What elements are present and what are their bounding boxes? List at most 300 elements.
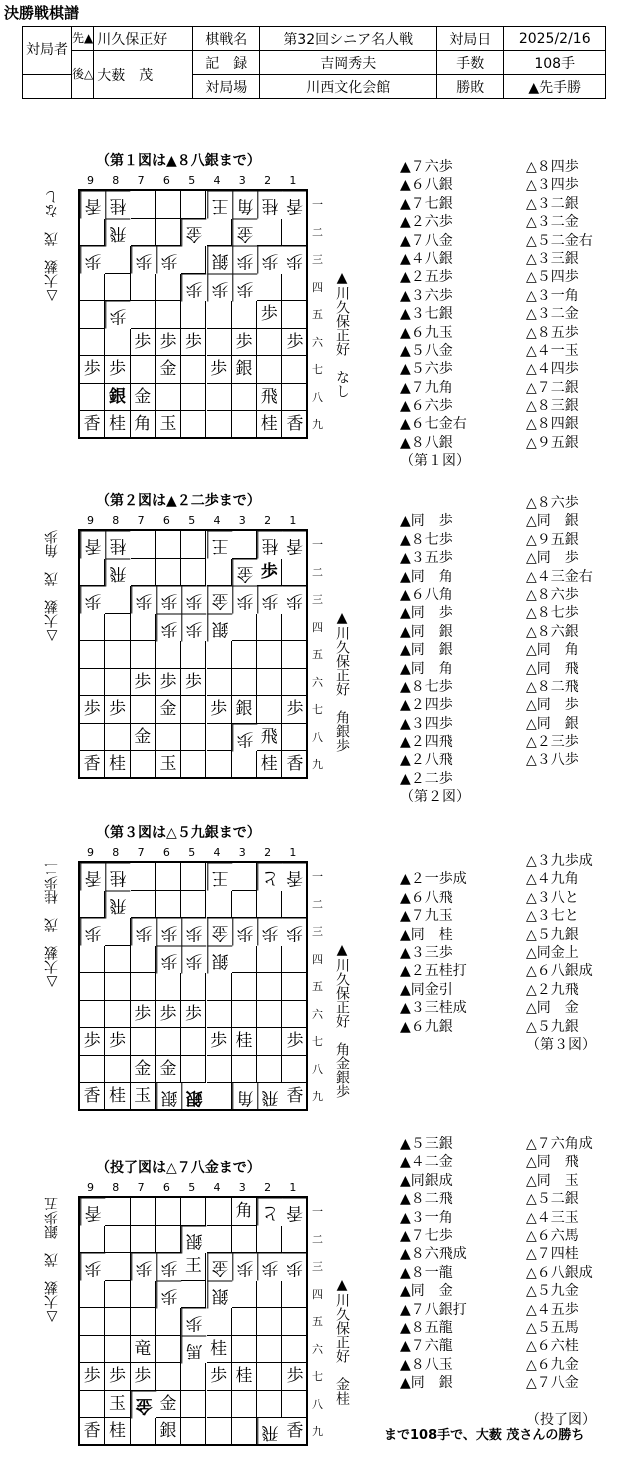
- sente-moves-3: [400, 852, 467, 1036]
- move-entry: ▲２八飛: [400, 752, 453, 769]
- tesu-value: 108手: [504, 51, 606, 75]
- board-square: [156, 384, 181, 412]
- board-square: [257, 1281, 282, 1309]
- move-entry: ▲５三銀: [400, 1136, 453, 1152]
- move-entry: ▲同 歩: [400, 605, 453, 622]
- file-label: 9: [87, 514, 94, 527]
- board-square: [257, 946, 282, 974]
- file-label: 4: [213, 514, 221, 527]
- board-square: [105, 1336, 130, 1364]
- gote-piece: 銀: [207, 946, 232, 974]
- board-square: [207, 1198, 232, 1226]
- move-entry: △５九銀: [526, 1018, 579, 1035]
- board-square: [207, 559, 232, 587]
- file-label: 5: [188, 514, 196, 527]
- board-square: [105, 973, 130, 1001]
- move-entry: ▲同 桂: [400, 926, 453, 943]
- move-entry: △７四桂: [526, 1246, 579, 1263]
- sente-piece: 歩: [207, 1363, 232, 1391]
- board-square: [181, 863, 206, 891]
- board-square: [232, 301, 257, 329]
- gote-piece: 金: [207, 586, 232, 614]
- sente-piece: 歩: [105, 1363, 130, 1391]
- gote-piece: 桂: [105, 863, 130, 891]
- gote-hand: △大薮 茂 なし: [44, 190, 60, 304]
- gote-piece: 香: [282, 531, 307, 559]
- board-square: [257, 219, 282, 247]
- board-square: [105, 641, 130, 669]
- board-square: [80, 559, 105, 587]
- gote-piece: 香: [282, 191, 307, 219]
- sente-piece: 銀: [232, 356, 257, 384]
- gote-piece: 金: [181, 219, 206, 247]
- sente-piece: 香: [286, 754, 304, 774]
- board-square: [156, 1028, 181, 1056]
- final-result: まで108手で、大薮 茂さんの勝ち: [384, 1428, 585, 1443]
- move-entry: △同 歩: [526, 697, 579, 714]
- file-label: 3: [238, 174, 246, 187]
- board-square: [232, 641, 257, 669]
- board-square: [181, 1028, 206, 1056]
- gote-piece: 香: [80, 531, 105, 559]
- gote-piece: 歩: [282, 586, 307, 614]
- gote-piece: 桂: [105, 191, 130, 219]
- rank-label: 八: [312, 730, 323, 744]
- board-square: [232, 411, 257, 439]
- gote-piece: 馬: [181, 1336, 206, 1364]
- sente-piece: 桂: [105, 751, 130, 779]
- gote-piece: 桂: [105, 531, 130, 559]
- gote-piece: 歩: [131, 586, 156, 614]
- file-label: 7: [137, 846, 145, 859]
- rank-label: 一: [312, 198, 323, 211]
- rank-label: 九: [312, 1090, 323, 1103]
- gote-hand: △大薮 茂 角歩: [44, 530, 60, 644]
- move-entry: ▲７八金: [400, 232, 453, 249]
- file-label: 8: [112, 846, 120, 859]
- board-square: [105, 1001, 130, 1029]
- board-square: [181, 411, 206, 439]
- move-entry: △７六角成: [526, 1136, 593, 1152]
- gote-moves-2: [526, 494, 593, 770]
- taikyokusha-label: 対局者: [23, 27, 72, 75]
- sente-piece: 角: [131, 411, 156, 439]
- board-square: [232, 1226, 257, 1254]
- board-square: [207, 1308, 232, 1336]
- shohai-label: 勝敗: [437, 75, 504, 99]
- move-entry: [400, 852, 467, 870]
- file-label: 2: [264, 174, 272, 187]
- sente-piece: 香: [286, 1421, 304, 1441]
- board-square: [156, 301, 181, 329]
- move-entry: △７八金: [526, 1375, 579, 1392]
- move-entry: ▲２五歩: [400, 269, 453, 286]
- board-square: [131, 1418, 156, 1446]
- board-square: [105, 246, 130, 274]
- gote-piece: 香: [282, 1198, 307, 1226]
- board-square: [257, 641, 282, 669]
- board-square: [156, 1336, 181, 1364]
- board-square: [257, 1336, 282, 1364]
- rank-label: 四: [312, 280, 323, 294]
- board-square: [80, 1226, 105, 1254]
- board-square: [131, 301, 156, 329]
- board-square: [181, 301, 206, 329]
- board-square: [282, 891, 307, 919]
- gote-moves-3: [526, 852, 596, 1054]
- sente-piece: 金: [131, 384, 156, 412]
- gote-piece: 歩: [282, 918, 307, 946]
- board-square: [232, 531, 257, 559]
- sente-moves-4: [400, 1135, 467, 1392]
- rank-label: 六: [312, 1342, 323, 1356]
- move-entry: △３二銀: [526, 195, 579, 212]
- gote-piece: 飛: [105, 559, 130, 587]
- board-square: [131, 1281, 156, 1309]
- sente-piece: 玉: [156, 411, 181, 439]
- basho-value: 川西文化会館: [260, 75, 437, 99]
- file-label: 1: [289, 846, 297, 859]
- board-square: [257, 669, 282, 697]
- board-square: [156, 863, 181, 891]
- board-square: [131, 863, 156, 891]
- board-square: [207, 219, 232, 247]
- shogi-board: [78, 529, 308, 779]
- gote-piece: 角: [232, 1083, 257, 1111]
- move-entry: △３四歩: [526, 177, 579, 194]
- move-entry: ▲８六飛成: [400, 1246, 467, 1263]
- gote-piece: 歩: [156, 946, 181, 974]
- board-square: [207, 891, 232, 919]
- gote-piece: 歩: [181, 946, 206, 974]
- gote-hand: △大薮 茂 桂歩二: [44, 862, 60, 990]
- board-square: [181, 531, 206, 559]
- sente-piece: 香: [80, 411, 105, 439]
- gote-piece: 金: [207, 918, 232, 946]
- board-square: [207, 1056, 232, 1084]
- board-square: [181, 641, 206, 669]
- board-square: [80, 973, 105, 1001]
- board-square: [207, 329, 232, 357]
- move-entry: △３七と: [526, 908, 579, 925]
- file-label: 2: [264, 514, 272, 527]
- board-square: [156, 1226, 181, 1254]
- rank-label: 一: [312, 538, 323, 551]
- sente-piece: 歩: [257, 559, 282, 587]
- board-square: [80, 301, 105, 329]
- move-entry: △同 飛: [526, 1154, 579, 1171]
- sente-piece: 銀: [232, 696, 257, 724]
- board-square: [80, 329, 105, 357]
- board-square: [105, 946, 130, 974]
- board-square: [80, 891, 105, 919]
- board-square: [282, 356, 307, 384]
- file-label: 1: [289, 174, 297, 187]
- move-entry: △３八歩: [526, 752, 579, 769]
- rank-label: 七: [312, 1035, 323, 1048]
- rank-label: 三: [312, 925, 323, 938]
- board-square: [232, 1391, 257, 1419]
- board-square: [207, 641, 232, 669]
- move-entry: △２三歩: [526, 734, 579, 751]
- rank-label: 一: [312, 870, 323, 883]
- gote-piece: 金: [232, 559, 257, 587]
- board-square: [282, 1391, 307, 1419]
- shogi-diagram-1: [40, 148, 400, 448]
- move-entry: △９五銀: [526, 531, 579, 548]
- move-entry: ▲３四歩: [400, 715, 453, 732]
- board-square: [282, 274, 307, 302]
- board-square: [105, 918, 130, 946]
- diagram-title: （投了図は△７八金まで）: [96, 1160, 261, 1176]
- sente-piece: 歩: [80, 1028, 105, 1056]
- gote-piece: 桂: [257, 191, 282, 219]
- gote-piece: 歩: [156, 586, 181, 614]
- file-label: 5: [188, 846, 196, 859]
- sente-piece: 角: [232, 1198, 257, 1226]
- rank-label: 五: [312, 1315, 323, 1328]
- move-entry: △５五馬: [526, 1319, 579, 1336]
- board-square: [257, 1028, 282, 1056]
- rank-label: 三: [312, 1260, 323, 1273]
- board-square: [207, 669, 232, 697]
- board-square: [156, 531, 181, 559]
- file-label: 8: [112, 174, 120, 187]
- move-entry: ▲７六歩: [400, 159, 453, 175]
- file-label: 6: [162, 174, 170, 187]
- file-label: 9: [87, 1181, 94, 1194]
- kisen-value: 第32回シニア名人戦: [260, 27, 437, 51]
- board-square: [80, 1056, 105, 1084]
- move-entry: ▲６九玉: [400, 324, 453, 341]
- gote-piece: 歩: [181, 1308, 206, 1336]
- gote-piece: 歩: [131, 246, 156, 274]
- board-square: [207, 1391, 232, 1419]
- board-square: [207, 301, 232, 329]
- board-square: [156, 1363, 181, 1391]
- sente-piece: 桂: [257, 751, 282, 779]
- gote-piece: 歩: [207, 274, 232, 302]
- move-entry: △４四歩: [526, 361, 579, 378]
- board-square: [181, 1363, 206, 1391]
- board-square: [232, 891, 257, 919]
- board-square: [282, 1308, 307, 1336]
- move-entry: △３一角: [526, 287, 579, 304]
- gote-piece: 歩: [156, 918, 181, 946]
- gote-piece: 桂: [257, 531, 282, 559]
- move-entry: （第１図）: [400, 453, 470, 470]
- date-label: 対局日: [437, 27, 504, 51]
- gote-piece: 飛: [105, 891, 130, 919]
- rank-label: 七: [312, 363, 323, 376]
- file-label: 8: [112, 1181, 120, 1194]
- gote-piece: 飛: [257, 1083, 282, 1111]
- board-square: [257, 614, 282, 642]
- move-entry: ▲８七歩: [400, 531, 453, 548]
- diagram-title: （第１図は▲８八銀まで）: [96, 153, 261, 169]
- sente-piece: 金: [156, 1391, 181, 1419]
- move-entry: △５九銀: [526, 926, 579, 943]
- file-label: 4: [213, 1181, 221, 1194]
- rank-label: 五: [312, 648, 323, 661]
- move-entry: ▲２五桂打: [400, 963, 467, 980]
- move-entry: △８四銀: [526, 416, 579, 433]
- move-entry: ▲７九角: [400, 379, 453, 396]
- rank-label: 三: [312, 593, 323, 606]
- board-square: [80, 1336, 105, 1364]
- sente-piece: 歩: [282, 696, 307, 724]
- gote-piece: 歩: [257, 918, 282, 946]
- sente-piece: 銀: [156, 1418, 181, 1446]
- gote-piece: 歩: [282, 246, 307, 274]
- move-entry: △６八銀成: [526, 963, 593, 980]
- board-square: [80, 1281, 105, 1309]
- sente-piece: 金: [131, 1056, 156, 1084]
- file-labels: [78, 1181, 308, 1195]
- move-entry: △６八銀成: [526, 1264, 593, 1281]
- sente-moves-2: [400, 494, 470, 807]
- file-label: 1: [289, 514, 297, 527]
- move-entry: △３二金: [526, 306, 579, 323]
- sente-piece: 歩: [131, 1363, 156, 1391]
- gote-piece: 歩: [80, 586, 105, 614]
- rank-label: 二: [312, 1232, 323, 1246]
- gote-piece: 歩: [156, 1281, 181, 1309]
- move-entry: ▲８七歩: [400, 678, 453, 695]
- rank-label: 九: [312, 418, 323, 431]
- board-square: [80, 1391, 105, 1419]
- file-label: 2: [264, 846, 272, 859]
- board-square: [282, 1281, 307, 1309]
- gote-piece: 歩: [156, 246, 181, 274]
- board-square: [156, 191, 181, 219]
- board-square: [156, 641, 181, 669]
- gote-piece: 飛: [257, 1418, 282, 1446]
- file-label: 7: [137, 1181, 145, 1194]
- move-entry: △８二飛: [526, 678, 579, 695]
- board-square: [80, 641, 105, 669]
- sente-piece: 桂: [257, 411, 282, 439]
- board-square: [282, 1001, 307, 1029]
- sente-piece: 桂: [232, 1028, 257, 1056]
- gote-piece: 歩: [282, 1253, 307, 1281]
- board-square: [131, 219, 156, 247]
- sente-piece: 歩: [80, 696, 105, 724]
- sente-piece: 歩: [282, 1028, 307, 1056]
- rank-label: 八: [312, 1397, 323, 1411]
- sente-piece: 桂: [232, 1363, 257, 1391]
- page-title: 決勝戦棋譜: [4, 4, 80, 22]
- board-square: [131, 274, 156, 302]
- sente-piece: 歩: [282, 1363, 307, 1391]
- gote-piece: 歩: [232, 918, 257, 946]
- gote-piece: 香: [80, 1198, 105, 1226]
- board-square: [156, 973, 181, 1001]
- sente-piece: 金: [156, 1056, 181, 1084]
- board-square: [156, 274, 181, 302]
- move-entry: ▲２四飛: [400, 734, 453, 751]
- move-entry: △４三金右: [526, 568, 593, 585]
- sente-piece: 歩: [181, 329, 206, 357]
- move-entry: △３二金: [526, 214, 579, 231]
- board-square: [80, 384, 105, 412]
- move-entry: ▲同金引: [400, 981, 453, 998]
- board-square: [131, 751, 156, 779]
- move-entry: （第２図）: [400, 789, 470, 806]
- move-entry: △８四歩: [526, 159, 579, 175]
- shogi-diagram-4: [40, 1155, 400, 1455]
- move-entry: △同 玉: [526, 1172, 579, 1189]
- sente-hand: ▲川久保正好 角銀歩: [334, 610, 350, 752]
- rank-label: 六: [312, 335, 323, 349]
- move-entry: ▲同 角: [400, 568, 453, 585]
- gote-piece: 王: [207, 191, 232, 219]
- sente-piece: 歩: [232, 329, 257, 357]
- move-entry: △８七歩: [526, 605, 579, 622]
- move-entry: △８三銀: [526, 398, 579, 415]
- file-label: 7: [137, 174, 145, 187]
- move-entry: △同 角: [526, 642, 579, 659]
- move-entry: ▲同銀成: [400, 1172, 453, 1189]
- move-entry: △３八と: [526, 889, 579, 906]
- board-square: [131, 1028, 156, 1056]
- sente-piece: 歩: [105, 696, 130, 724]
- sente-piece: 金: [156, 356, 181, 384]
- file-label: 9: [87, 846, 94, 859]
- board-square: [232, 614, 257, 642]
- board-square: [131, 1198, 156, 1226]
- gote-piece: 銀: [207, 246, 232, 274]
- move-entry: ▲２六歩: [400, 214, 453, 231]
- kiroku-label: 記 録: [193, 51, 260, 75]
- board-square: [282, 1336, 307, 1364]
- sente-piece: 金: [131, 724, 156, 752]
- sente-piece: 銀: [105, 384, 130, 412]
- sente-piece: 香: [286, 414, 304, 434]
- sente-piece: 飛: [257, 384, 282, 412]
- sente-piece: 金: [156, 696, 181, 724]
- board-square: [105, 1198, 130, 1226]
- board-square: [282, 219, 307, 247]
- board-square: [80, 274, 105, 302]
- board-square: [232, 669, 257, 697]
- gote-piece: 銀: [181, 1226, 206, 1254]
- board-square: [181, 559, 206, 587]
- kiroku-value: 吉岡秀夫: [260, 51, 437, 75]
- file-label: 4: [213, 174, 221, 187]
- move-entry: ▲８八玉: [400, 1356, 453, 1373]
- board-square: [257, 1226, 282, 1254]
- move-entry: △同金上: [526, 944, 579, 961]
- move-entry: （投了図）: [526, 1411, 596, 1428]
- move-entry: ▲３一角: [400, 1209, 453, 1226]
- move-entry: ▲７九玉: [400, 908, 453, 925]
- board-square: [232, 1281, 257, 1309]
- board-square: [282, 614, 307, 642]
- gote-piece: 香: [282, 863, 307, 891]
- file-label: 6: [162, 514, 170, 527]
- board-square: [131, 641, 156, 669]
- board-square: [207, 973, 232, 1001]
- move-entry: ▲５六歩: [400, 361, 453, 378]
- shogi-board: [78, 1196, 308, 1446]
- board-square: [156, 724, 181, 752]
- rank-label: 六: [312, 675, 323, 689]
- gote-piece: 歩: [181, 274, 206, 302]
- board-square: [181, 246, 206, 274]
- move-entry: （第３図）: [526, 1036, 596, 1053]
- gote-piece: 歩: [232, 1253, 257, 1281]
